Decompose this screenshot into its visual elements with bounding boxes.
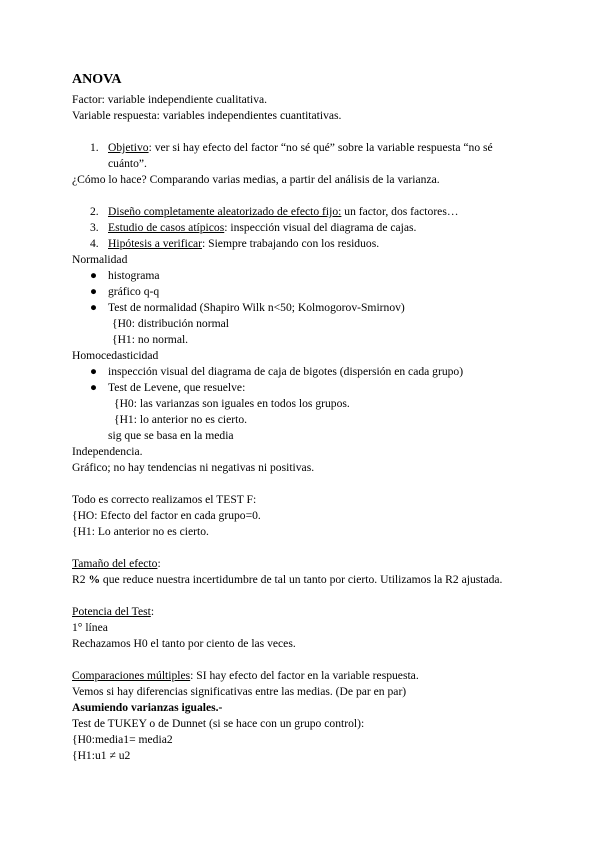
response-line: Variable respuesta: variables independientes cuantitativas. <box>72 109 342 122</box>
step-label: Estudio de casos atípicos <box>108 221 225 234</box>
testf-h1: {H1: Lo anterior no es cierto. <box>72 525 209 538</box>
bullet-icon: ● <box>90 365 98 378</box>
homocedasticidad-heading: Homocedasticidad <box>72 349 159 362</box>
testf-line: Todo es correcto realizamos el TEST F: <box>72 493 257 506</box>
list-number: 1. <box>90 141 99 154</box>
step-label: Hipótesis a verificar <box>108 237 203 250</box>
bullet-icon: ● <box>90 269 98 282</box>
objective-text: : ver si hay efecto del factor “no sé qué” sobre la variable respuesta “no sé cuánto”. <box>108 141 493 170</box>
comparaciones-h0: {H0:media1= media2 <box>72 733 173 746</box>
objective-list <box>72 140 532 172</box>
list-item: ● histograma <box>90 269 160 282</box>
list-item <box>72 140 532 172</box>
steps-list <box>72 204 532 252</box>
comparaciones-heading: Comparaciones múltiples: SI hay efecto del factor en la variable respuesta. <box>72 669 419 682</box>
list-number: 3. <box>90 221 99 234</box>
potencia-heading: Potencia del Test: <box>72 605 155 618</box>
bullet-icon: ● <box>90 285 98 298</box>
list-item <box>72 236 532 252</box>
potencia-line2: Rechazamos H0 el tanto por ciento de las veces. <box>72 637 296 650</box>
page-title: ANOVA <box>72 72 122 87</box>
list-item: ● Test de normalidad (Shapiro Wilk n<50; Kolmogorov-Smirnov) <box>90 301 405 314</box>
normalidad-heading: Normalidad <box>72 253 128 266</box>
independencia-heading: Independencia. <box>72 445 143 458</box>
how-line: ¿Cómo lo hace? Comparando varias medias, a partir del análisis de la varianza. <box>72 173 440 186</box>
bullet-icon: ● <box>90 301 98 314</box>
list-item: ● inspección visual del diagrama de caja de bigotes (dispersión en cada grupo) <box>90 365 464 378</box>
list-item <box>72 220 532 236</box>
list-item: ● gráfico q-q <box>90 285 160 298</box>
comparaciones-bold: Asumiendo varianzas iguales.- <box>72 701 223 714</box>
comparaciones-h1: {H1:u1 ≠ u2 <box>72 749 131 762</box>
list-number: 4. <box>90 237 99 250</box>
testf-h0: {HO: Efecto del factor en cada grupo=0. <box>72 509 261 522</box>
tamano-heading: Tamaño del efecto: <box>72 557 161 570</box>
potencia-line1: 1° línea <box>72 621 108 634</box>
step-text: : Siempre trabajando con los residuos. <box>202 237 380 250</box>
list-number: 2. <box>90 205 99 218</box>
tamano-text: R2 % que reduce nuestra incertidumbre de tal un tanto por cierto. Utilizamos la R2 ajustada. <box>72 573 503 586</box>
normalidad-h1: {H1: no normal. <box>112 333 189 346</box>
homocedasticidad-h0: {H0: las varianzas son iguales en todos los grupos. <box>114 397 350 410</box>
document-page <box>72 70 532 764</box>
comparaciones-line3: Test de TUKEY o de Dunnet (si se hace con un grupo control): <box>72 717 365 730</box>
step-text: : inspección visual del diagrama de cajas. <box>224 221 417 234</box>
normalidad-list <box>72 268 532 316</box>
objective-label: Objetivo <box>108 141 149 154</box>
comparaciones-line2: Vemos si hay diferencias significativas entre las medias. (De par en par) <box>72 685 407 698</box>
normalidad-h0: {H0: distribución normal <box>112 317 229 330</box>
homocedasticidad-sig: sig que se basa en la media <box>108 429 234 442</box>
step-label: Diseño completamente aleatorizado de efecto fijo: <box>108 205 342 218</box>
independencia-text: Gráfico; no hay tendencias ni negativas ni positivas. <box>72 461 315 474</box>
step-text: un factor, dos factores… <box>341 205 459 218</box>
bullet-icon: ● <box>90 381 98 394</box>
homocedasticidad-h1: {H1: lo anterior no es cierto. <box>114 413 248 426</box>
list-item <box>72 204 532 220</box>
list-item: ● Test de Levene, que resuelve: <box>90 381 246 394</box>
factor-line: Factor: variable independiente cualitativa. <box>72 93 268 106</box>
homocedasticidad-list <box>72 364 532 396</box>
